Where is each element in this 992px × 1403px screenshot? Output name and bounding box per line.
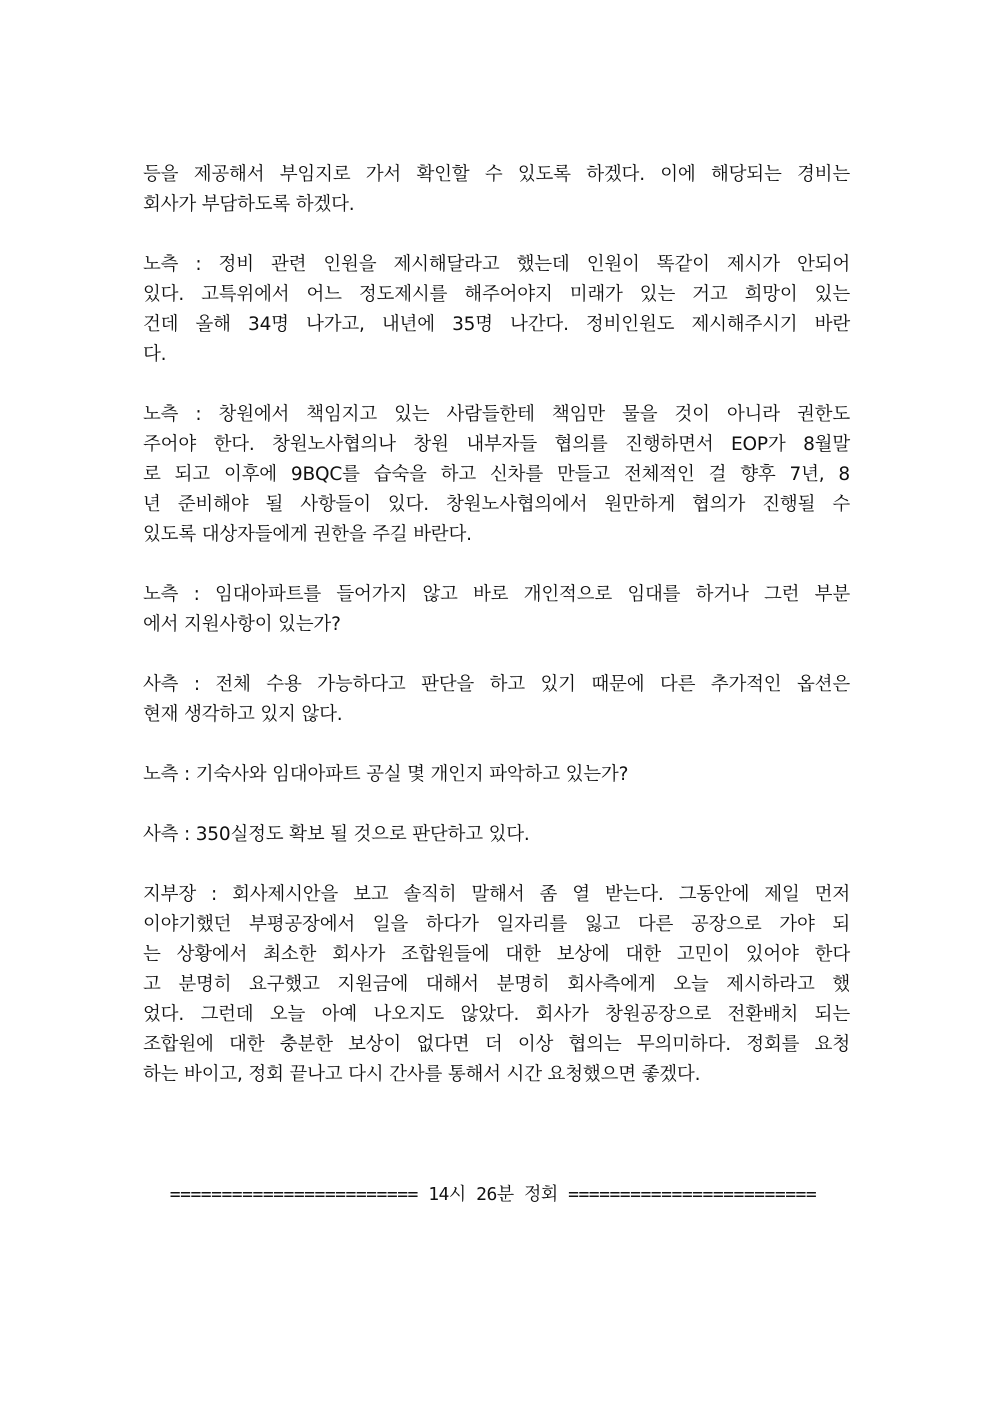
text-line: 사측 : 전체 수용 가능하다고 판단을 하고 있기 때문에 다른 추가적인 옵션은 xyxy=(143,674,850,695)
text-line: 고 분명히 요구했고 지원금에 대해서 분명히 회사측에게 오늘 제시하라고 했 xyxy=(143,974,850,995)
document-body xyxy=(143,160,850,1120)
text-line: 년 준비해야 될 사항들이 있다. 창원노사협의에서 원만하게 협의가 진행될 수 xyxy=(143,494,850,515)
text-line: 는 상황에서 최소한 회사가 조합원들에 대한 보상에 대한 고민이 있어야 한다 xyxy=(143,944,850,965)
paragraph-7 xyxy=(143,820,850,850)
text-line: 이야기했던 부평공장에서 일을 하다가 일자리를 잃고 다른 공장으로 가야 되 xyxy=(143,914,850,935)
paragraph-5 xyxy=(143,670,850,730)
text-line: 노측 : 정비 관련 인원을 제시해달라고 했는데 인원이 똑같이 제시가 안되어 xyxy=(143,254,850,275)
text-line: 회사가 부담하도록 하겠다. xyxy=(143,194,355,215)
text-line: 있도록 대상자들에게 권한을 주길 바란다. xyxy=(143,524,472,545)
text-line: 로 되고 이후에 9BQC를 습숙을 하고 신차를 만들고 전체적인 걸 향후 7년, 8 xyxy=(143,464,850,485)
text-line: 사측 : 350실정도 확보 될 것으로 판단하고 있다. xyxy=(143,824,530,845)
paragraph-1 xyxy=(143,160,850,220)
paragraph-4 xyxy=(143,580,850,640)
text-line: 었다. 그런데 오늘 아예 나오지도 않았다. 회사가 창원공장으로 전환배치 되는 xyxy=(143,1004,850,1025)
text-line: 등을 제공해서 부임지로 가서 확인할 수 있도록 하겠다. 이에 해당되는 경비는 xyxy=(143,164,850,185)
text-line: 있다. 고특위에서 어느 정도제시를 해주어야지 미래가 있는 거고 희망이 있는 xyxy=(143,284,850,305)
paragraph-8 xyxy=(143,880,850,1090)
paragraph-2 xyxy=(143,250,850,370)
text-line: 노측 : 기숙사와 임대아파트 공실 몇 개인지 파악하고 있는가? xyxy=(143,764,629,785)
text-line: 지부장 : 회사제시안을 보고 솔직히 말해서 좀 열 받는다. 그동안에 제일 먼저 xyxy=(143,884,850,905)
text-line: 현재 생각하고 있지 않다. xyxy=(143,704,343,725)
text-line: 에서 지원사항이 있는가? xyxy=(143,614,341,635)
text-line: 하는 바이고, 정회 끝나고 다시 간사를 통해서 시간 요청했으면 좋겠다. xyxy=(143,1064,701,1085)
text-line: 다. xyxy=(143,344,167,365)
text-line: 건데 올해 34명 나가고, 내년에 35명 나간다. 정비인원도 제시해주시기 바란 xyxy=(143,314,850,335)
text-line: 노측 : 임대아파트를 들어가지 않고 바로 개인적으로 임대를 하거나 그런 부분 xyxy=(143,584,850,605)
recess-divider: ======================== 14시 26분 정회 ======================== xyxy=(169,1184,817,1205)
paragraph-3 xyxy=(143,400,850,550)
text-line: 노측 : 창원에서 책임지고 있는 사람들한테 책임만 물을 것이 아니라 권한도 xyxy=(143,404,850,425)
text-line: 주어야 한다. 창원노사협의나 창원 내부자들 협의를 진행하면서 EOP가 8월말 xyxy=(143,434,850,455)
text-line: 조합원에 대한 충분한 보상이 없다면 더 이상 협의는 무의미하다. 정회를 요청 xyxy=(143,1034,850,1055)
paragraph-6 xyxy=(143,760,850,790)
